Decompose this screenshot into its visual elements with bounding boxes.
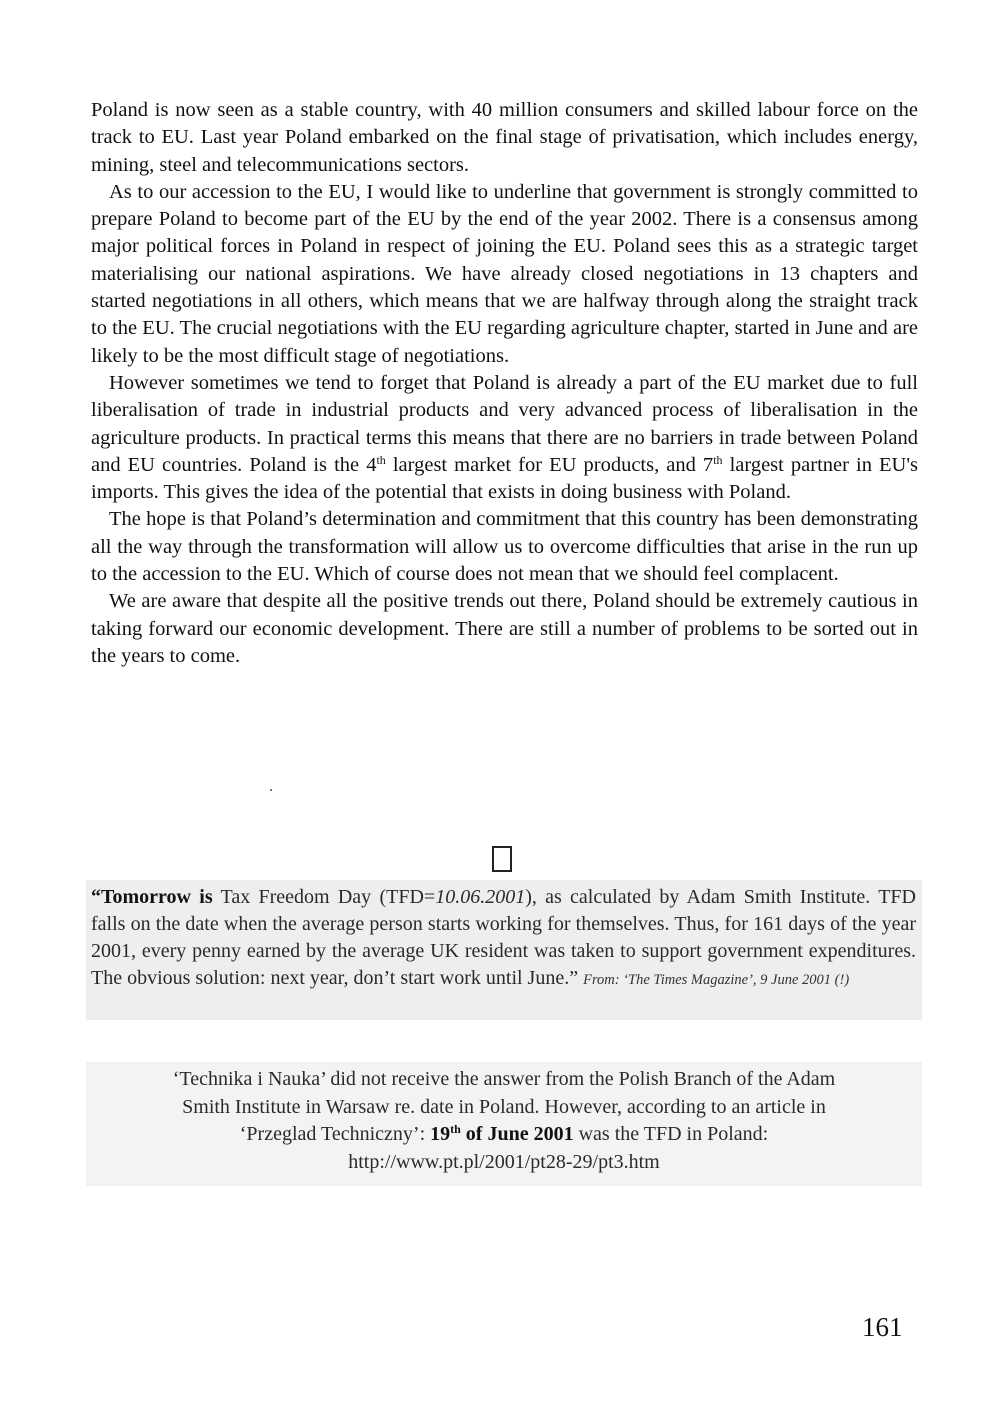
quote-source: From: ‘The Times Magazine’, 9 June 2001 (!): [583, 972, 850, 988]
note-line-3-b: was the TFD in Poland:: [573, 1123, 769, 1145]
quote-text-b: ), as calculated by Adam Smith Institute. TFD falls on the date when the average person starts working for themselves. Thus, for 161 days of the year 2001, every penny earned by the average UK resident was taken to support government expenditures. The obvious solution: next year, don’t start work until June.”: [91, 886, 916, 989]
note-line-1: ‘Technika i Nauka’ did not receive the answer from the Polish Branch of the Adam: [172, 1068, 836, 1090]
note-date-month: of June 2001: [460, 1123, 574, 1145]
paragraph-3-part-a: However sometimes we tend to forget that Poland is already a part of the EU market due to full liberalisation of trade in industrial products and very advanced process of liberalisation in the agriculture products. In practical terms this means that there are no barriers in trade between Poland and EU countries. Poland is the 4: [91, 371, 918, 476]
note-line-3-a: ‘Przeglad Techniczny’:: [239, 1123, 431, 1145]
note-line-3: [86, 1121, 922, 1149]
note-date-day: 19: [430, 1123, 451, 1145]
article-body: [91, 97, 918, 670]
ordinal-suffix: th: [450, 1122, 461, 1136]
tax-freedom-quote: [91, 884, 916, 994]
paragraph-5: We are aware that despite all the positive trends out there, Poland should be extremely cautious in taking forward our economic development. There are still a number of problems to be sorted out in the years to come.: [91, 590, 918, 667]
page-number: 161: [862, 1312, 903, 1342]
quote-date: 10.06.2001: [435, 886, 526, 908]
paragraph-4: The hope is that Poland’s determination and commitment that this country has been demonstrating all the way through the transformation will allow us to overcome difficulties that arise in the run up to the accession to the EU. Which of course does not mean that we should feel complacent.: [91, 508, 918, 586]
poland-tfd-note: [86, 1066, 922, 1176]
note-line-2: Smith Institute in Warsaw re. date in Poland. However, according to an article in: [182, 1095, 826, 1118]
empty-square-glyph: [492, 846, 512, 872]
paragraph-2: As to our accession to the EU, I would like to underline that government is strongly committed to prepare Poland to become part of the EU by the end of the year 2002. There is a consensus among major political forces in Poland in respect of joining the EU. Poland sees this as a strategic target materialising our national aspirations. We have already closed negotiations in 13 chapters and started negotiations in all others, which means that we are halfway through along the straight track to the EU. The crucial negotiations with the EU regarding agriculture chapter, started in June and are likely to be the most difficult stage of negotiations.: [91, 180, 918, 367]
paragraph-3-part-c: largest partner in EU's imports. This gives the idea of the potential that exists in doing business with Poland.: [91, 453, 919, 504]
quote-text-a: Tax Freedom Day (TFD=: [212, 886, 436, 908]
paragraph-3-part-b: largest market for EU products, and 7: [385, 453, 714, 476]
stray-dot: [270, 789, 272, 791]
paragraph-1: Poland is now seen as a stable country, with 40 million consumers and skilled labour force on the track to EU. Last year Poland embarked on the final stage of privatisation, which includes energy, mining, steel and telecommunications sectors.: [91, 99, 918, 176]
paragraph-3: [91, 370, 918, 506]
quote-bold-lead: “Tomorrow is: [91, 886, 213, 908]
ordinal-suffix: th: [376, 452, 386, 467]
note-url: http://www.pt.pl/2001/pt28-29/pt3.htm: [348, 1150, 660, 1173]
ordinal-suffix: th: [713, 452, 723, 467]
